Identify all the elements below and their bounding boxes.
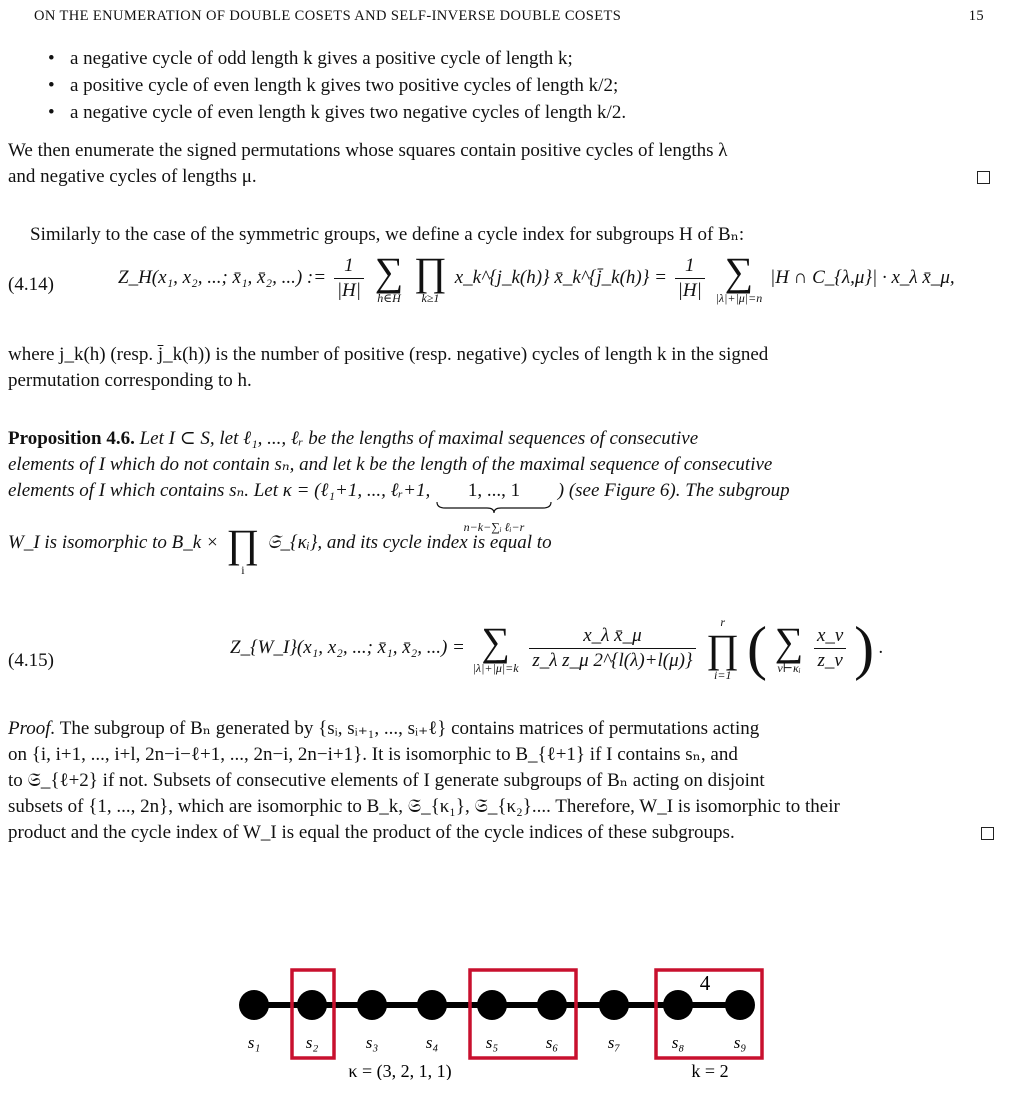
text-line: subsets of {1, ..., 2n}, which are isomorphic to B_k, 𝔖_{κ₁}, 𝔖_{κ₂}.... Therefore, W_I is isomorphic to their (8, 796, 840, 817)
running-header (34, 8, 984, 25)
sum-operator: ∑ |λ|+|μ|=n (715, 249, 763, 305)
diagram-node-s2 (297, 990, 327, 1020)
product-superscript: r (720, 614, 726, 629)
diagram-node-s7 (599, 990, 629, 1020)
node-label-s6: s₆ (545, 1033, 559, 1052)
fraction (334, 254, 364, 303)
text-line: elements of I which contains sₙ. Let κ = (ℓ₁+1, ..., ℓᵣ+1, (8, 480, 431, 501)
sum-subscript: |λ|+|μ|=k (472, 661, 519, 675)
equation-lhs: Z_H(x₁, x₂, ...; x̄₁, x̄₂, ...) := (118, 266, 327, 288)
product-subscript: i=1 (714, 667, 732, 682)
sum-operator: ∑ h∈H (374, 249, 404, 305)
equation-4-14 (118, 249, 955, 305)
text-line: product and the cycle index of W_I is equal the product of the cycle indices of these subgroups. (8, 822, 735, 843)
equation-number: (4.14) (8, 274, 54, 295)
bullet-item: • a negative cycle of odd length k gives a positive cycle of length k; (48, 48, 573, 69)
text-line: 𝔖_{κᵢ}, and its cycle index is equal to (267, 532, 552, 553)
product-operator: r ∏ i=1 (706, 614, 740, 682)
underbrace-group (435, 478, 553, 534)
qed-square-icon (977, 171, 990, 184)
equation-lhs: Z_{W_I}(x₁, x₂, ...; x̄₁, x̄₂, ...) = (230, 636, 465, 658)
underbrace-icon (435, 500, 553, 514)
node-label-s3: s₃ (365, 1033, 379, 1052)
node-label-s2: s₂ (305, 1033, 319, 1052)
k-label: k = 2 (691, 1061, 729, 1080)
fraction-denominator: z_ν (817, 650, 843, 671)
text-line: Let I ⊂ S, let ℓ₁, ..., ℓᵣ be the lengths of maximal sequences of consecutive (139, 428, 699, 449)
text-line: ) (see Figure 6). The subgroup (557, 480, 790, 501)
fraction-denominator: z_λ z_μ 2^{l(λ)+l(μ)} (532, 650, 693, 671)
underbrace-subscript: n−k−∑ᵢ ℓᵢ−r (463, 520, 525, 534)
bullet-text: a negative cycle of even length k gives two negative cycles of length k/2. (70, 102, 627, 123)
qed-square-icon (981, 827, 994, 840)
proposition-label: Proposition 4.6. (8, 428, 135, 449)
sum-subscript: |λ|+|μ|=n (715, 291, 763, 305)
node-label-s7: s₇ (607, 1033, 621, 1052)
paragraph-cycle-index: Similarly to the case of the symmetric groups, we define a cycle index for subgroups H of Bₙ: (30, 224, 745, 245)
equation-rhs: |H ∩ C_{λ,μ}| · x_λ x̄_μ, (769, 266, 955, 288)
sum-subscript: h∈H (377, 291, 401, 305)
equation-term: x_k^{j_k(h)} x̄_k^{j̄_k(h)} = (454, 266, 667, 288)
underbrace-content: 1, ..., 1 (467, 480, 521, 501)
fraction-denominator: |H| (336, 280, 361, 301)
page-number: 15 (968, 8, 984, 24)
diagram-node-s9 (725, 990, 755, 1020)
diagram-node-s1 (239, 990, 269, 1020)
proof-label: Proof. (8, 718, 56, 739)
proof-block (8, 716, 998, 846)
equation-4-15 (230, 614, 884, 683)
diagram-node-s8 (663, 990, 693, 1020)
text-line: and negative cycles of lengths μ. (8, 166, 257, 187)
fraction-numerator: 1 (675, 254, 705, 279)
product-operator: ∏ i (226, 521, 260, 577)
bullet-text: a negative cycle of odd length k gives a positive cycle of length k; (70, 48, 573, 69)
bullet-text: a positive cycle of even length k gives two positive cycles of length k/2; (70, 75, 619, 96)
diagram-node-s5 (477, 990, 507, 1020)
node-label-s4: s₄ (425, 1033, 439, 1052)
fraction (814, 624, 846, 673)
fraction-numerator: 1 (334, 254, 364, 279)
fraction-denominator: |H| (677, 280, 702, 301)
text-line: elements of I which do not contain sₙ, and let k be the length of the maximal sequence of consecutive (8, 454, 773, 475)
edge-label-4: 4 (699, 971, 711, 995)
node-label-s5: s₅ (485, 1033, 499, 1052)
text-line: permutation corresponding to h. (8, 370, 252, 391)
diagram-node-s6 (537, 990, 567, 1020)
text-line: The subgroup of Bₙ generated by {sᵢ, sᵢ₊₁, ..., sᵢ₊ℓ} contains matrices of permutations acting (59, 718, 760, 739)
product-subscript: k≥1 (421, 291, 440, 305)
bullet-item: • a positive cycle of even length k gives two positive cycles of length k/2; (48, 75, 619, 96)
kappa-label: κ = (3, 2, 1, 1) (348, 1061, 452, 1080)
figure-6-diagram (220, 950, 780, 1080)
node-label-s1: s₁ (247, 1033, 261, 1052)
paragraph-enumerate (8, 138, 992, 190)
diagram-nodes (239, 990, 755, 1052)
proposition-4-6 (8, 426, 998, 582)
product-subscript: i (241, 563, 245, 577)
sum-operator: ∑ |λ|+|μ|=k (472, 619, 519, 675)
text-line: W_I is isomorphic to B_k × (8, 532, 219, 553)
paragraph-where (8, 342, 992, 394)
fraction-numerator: x_λ x̄_μ (529, 624, 695, 649)
node-label-s9: s₉ (733, 1033, 747, 1052)
text-line: on {i, i+1, ..., i+l, 2n−i−ℓ+1, ..., 2n−i, 2n−i+1}. It is isomorphic to B_{ℓ+1} if I contains sₙ, and (8, 744, 738, 765)
equation-end: . (878, 636, 884, 658)
text-line: We then enumerate the signed permutations whose squares contain positive cycles of lengths λ (8, 140, 728, 161)
right-paren: ) (854, 615, 875, 681)
sum-operator: ∑ ν⊢κᵢ (774, 619, 804, 675)
running-title: ON THE ENUMERATION OF DOUBLE COSETS AND SELF-INVERSE DOUBLE COSETS (34, 8, 622, 24)
fraction (675, 254, 705, 303)
node-label-s8: s₈ (671, 1033, 685, 1052)
left-paren: ( (746, 615, 767, 681)
product-operator: ∏ k≥1 (414, 249, 447, 305)
fraction-numerator: x_ν (814, 624, 846, 649)
fraction (529, 624, 695, 673)
text-line: to 𝔖_{ℓ+2} if not. Subsets of consecutive elements of I generate subgroups of Bₙ acting on disjoint (8, 770, 765, 791)
sum-subscript: ν⊢κᵢ (777, 661, 801, 675)
diagram-node-s3 (357, 990, 387, 1020)
text-line: where j_k(h) (resp. j̄_k(h)) is the number of positive (resp. negative) cycles of length k in the signed (8, 344, 769, 365)
bullet-item: • a negative cycle of even length k gives two negative cycles of length k/2. (48, 102, 627, 123)
diagram-node-s4 (417, 990, 447, 1020)
equation-number: (4.15) (8, 650, 54, 671)
